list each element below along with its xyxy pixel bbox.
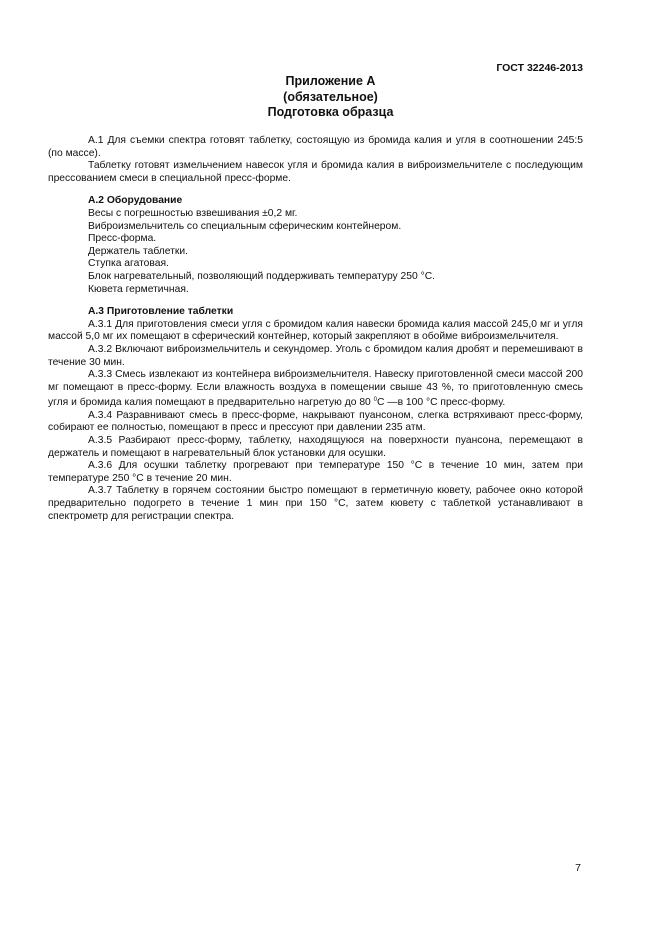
appendix-status-line: (обязательное) bbox=[283, 89, 378, 104]
paragraph-a3-5: А.3.5 Разбирают пресс-форму, таблетку, находящуюся на поверхности пуансона, перемещают в держатель и помещают в нагревательный блок установки для осушки. bbox=[48, 435, 583, 459]
document-code: ГОСТ 32246-2013 bbox=[496, 62, 583, 74]
paragraph-a1: А.1 Для съемки спектра готовят таблетку, состоящую из бромида калия и угля в соотношении 245:5 (по массе). bbox=[48, 135, 583, 159]
paragraph-a3-3-text: А.3.3 Смесь извлекают из контейнера виброизмельчителя. Навеску приготовленной смеси массой 200 мг помещают в пресс-форму. Если влажность воздуха в помещении свыше 43 %, то приготовленную смесь угля и бромида калия помещают в предварительно нагретую до 80 bbox=[48, 369, 583, 409]
appendix-title bbox=[0, 74, 661, 121]
paragraph-a3-7: А.3.7 Таблетку в горячем состоянии быстро помещают в герметичную кювету, рабочее окно которой предварительно подогрето в течение 1 мин при 150 °С, затем кювету с таблеткой устанавливают в спектрометр для регистрации спектра. bbox=[48, 485, 583, 522]
degree-superscript: 0 bbox=[373, 397, 377, 404]
equipment-item: Блок нагревательный, позволяющий поддерживать температуру 250 °С. bbox=[88, 270, 436, 282]
section-heading-a2: А.2 Оборудование bbox=[88, 195, 183, 207]
paragraph-a1-cont: Таблетку готовят измельчением навесок угля и бромида калия в виброизмельчителе с последующим прессованием смеси в специальной пресс-форме. bbox=[48, 160, 583, 184]
equipment-item: Весы с погрешностью взвешивания ±0,2 мг. bbox=[88, 207, 298, 219]
section-heading-a3: А.3 Приготовление таблетки bbox=[88, 306, 234, 318]
equipment-item: Пресс-форма. bbox=[88, 233, 157, 245]
paragraph-a3-4: А.3.4 Разравнивают смесь в пресс-форме, накрывают пуансоном, слегка встряхивают пресс-форму, собирают ее полностью, помещают в пресс и прессуют при давлении 235 атм. bbox=[48, 409, 583, 434]
equipment-item: Ступка агатовая. bbox=[88, 258, 169, 270]
equipment-item: Кювета герметичная. bbox=[88, 283, 189, 295]
paragraph-a3-3 bbox=[48, 369, 583, 410]
equipment-item: Держатель таблетки. bbox=[88, 245, 189, 257]
page-number: 7 bbox=[575, 862, 581, 874]
paragraph-a3-1: А.3.1 Для приготовления смеси угля с бромидом калия навески бромида калия массой 245,0 мг и угля массой 5,0 мг их помещают в сферический контейнер, который закрепляют в обойме виброизмельчителя. bbox=[48, 318, 583, 343]
paragraph-a3-2: А.3.2 Включают виброизмельчитель и секундомер. Уголь с бромидом калия дробят и перемешивают в течение 30 мин. bbox=[48, 343, 583, 368]
equipment-item: Виброизмельчитель со специальным сферическим контейнером. bbox=[88, 220, 402, 232]
appendix-title-line: Приложение А bbox=[285, 74, 376, 88]
document-body bbox=[48, 135, 583, 523]
paragraph-a3-3-tail: С —в 100 °С пресс-форму. bbox=[376, 397, 506, 409]
paragraph-a3-6: А.3.6 Для осушки таблетку прогревают при температуре 150 °С в течение 10 мин, затем при температуре 250 °С в течение 20 мин. bbox=[48, 460, 583, 484]
appendix-subject-line: Подготовка образца bbox=[267, 105, 394, 119]
